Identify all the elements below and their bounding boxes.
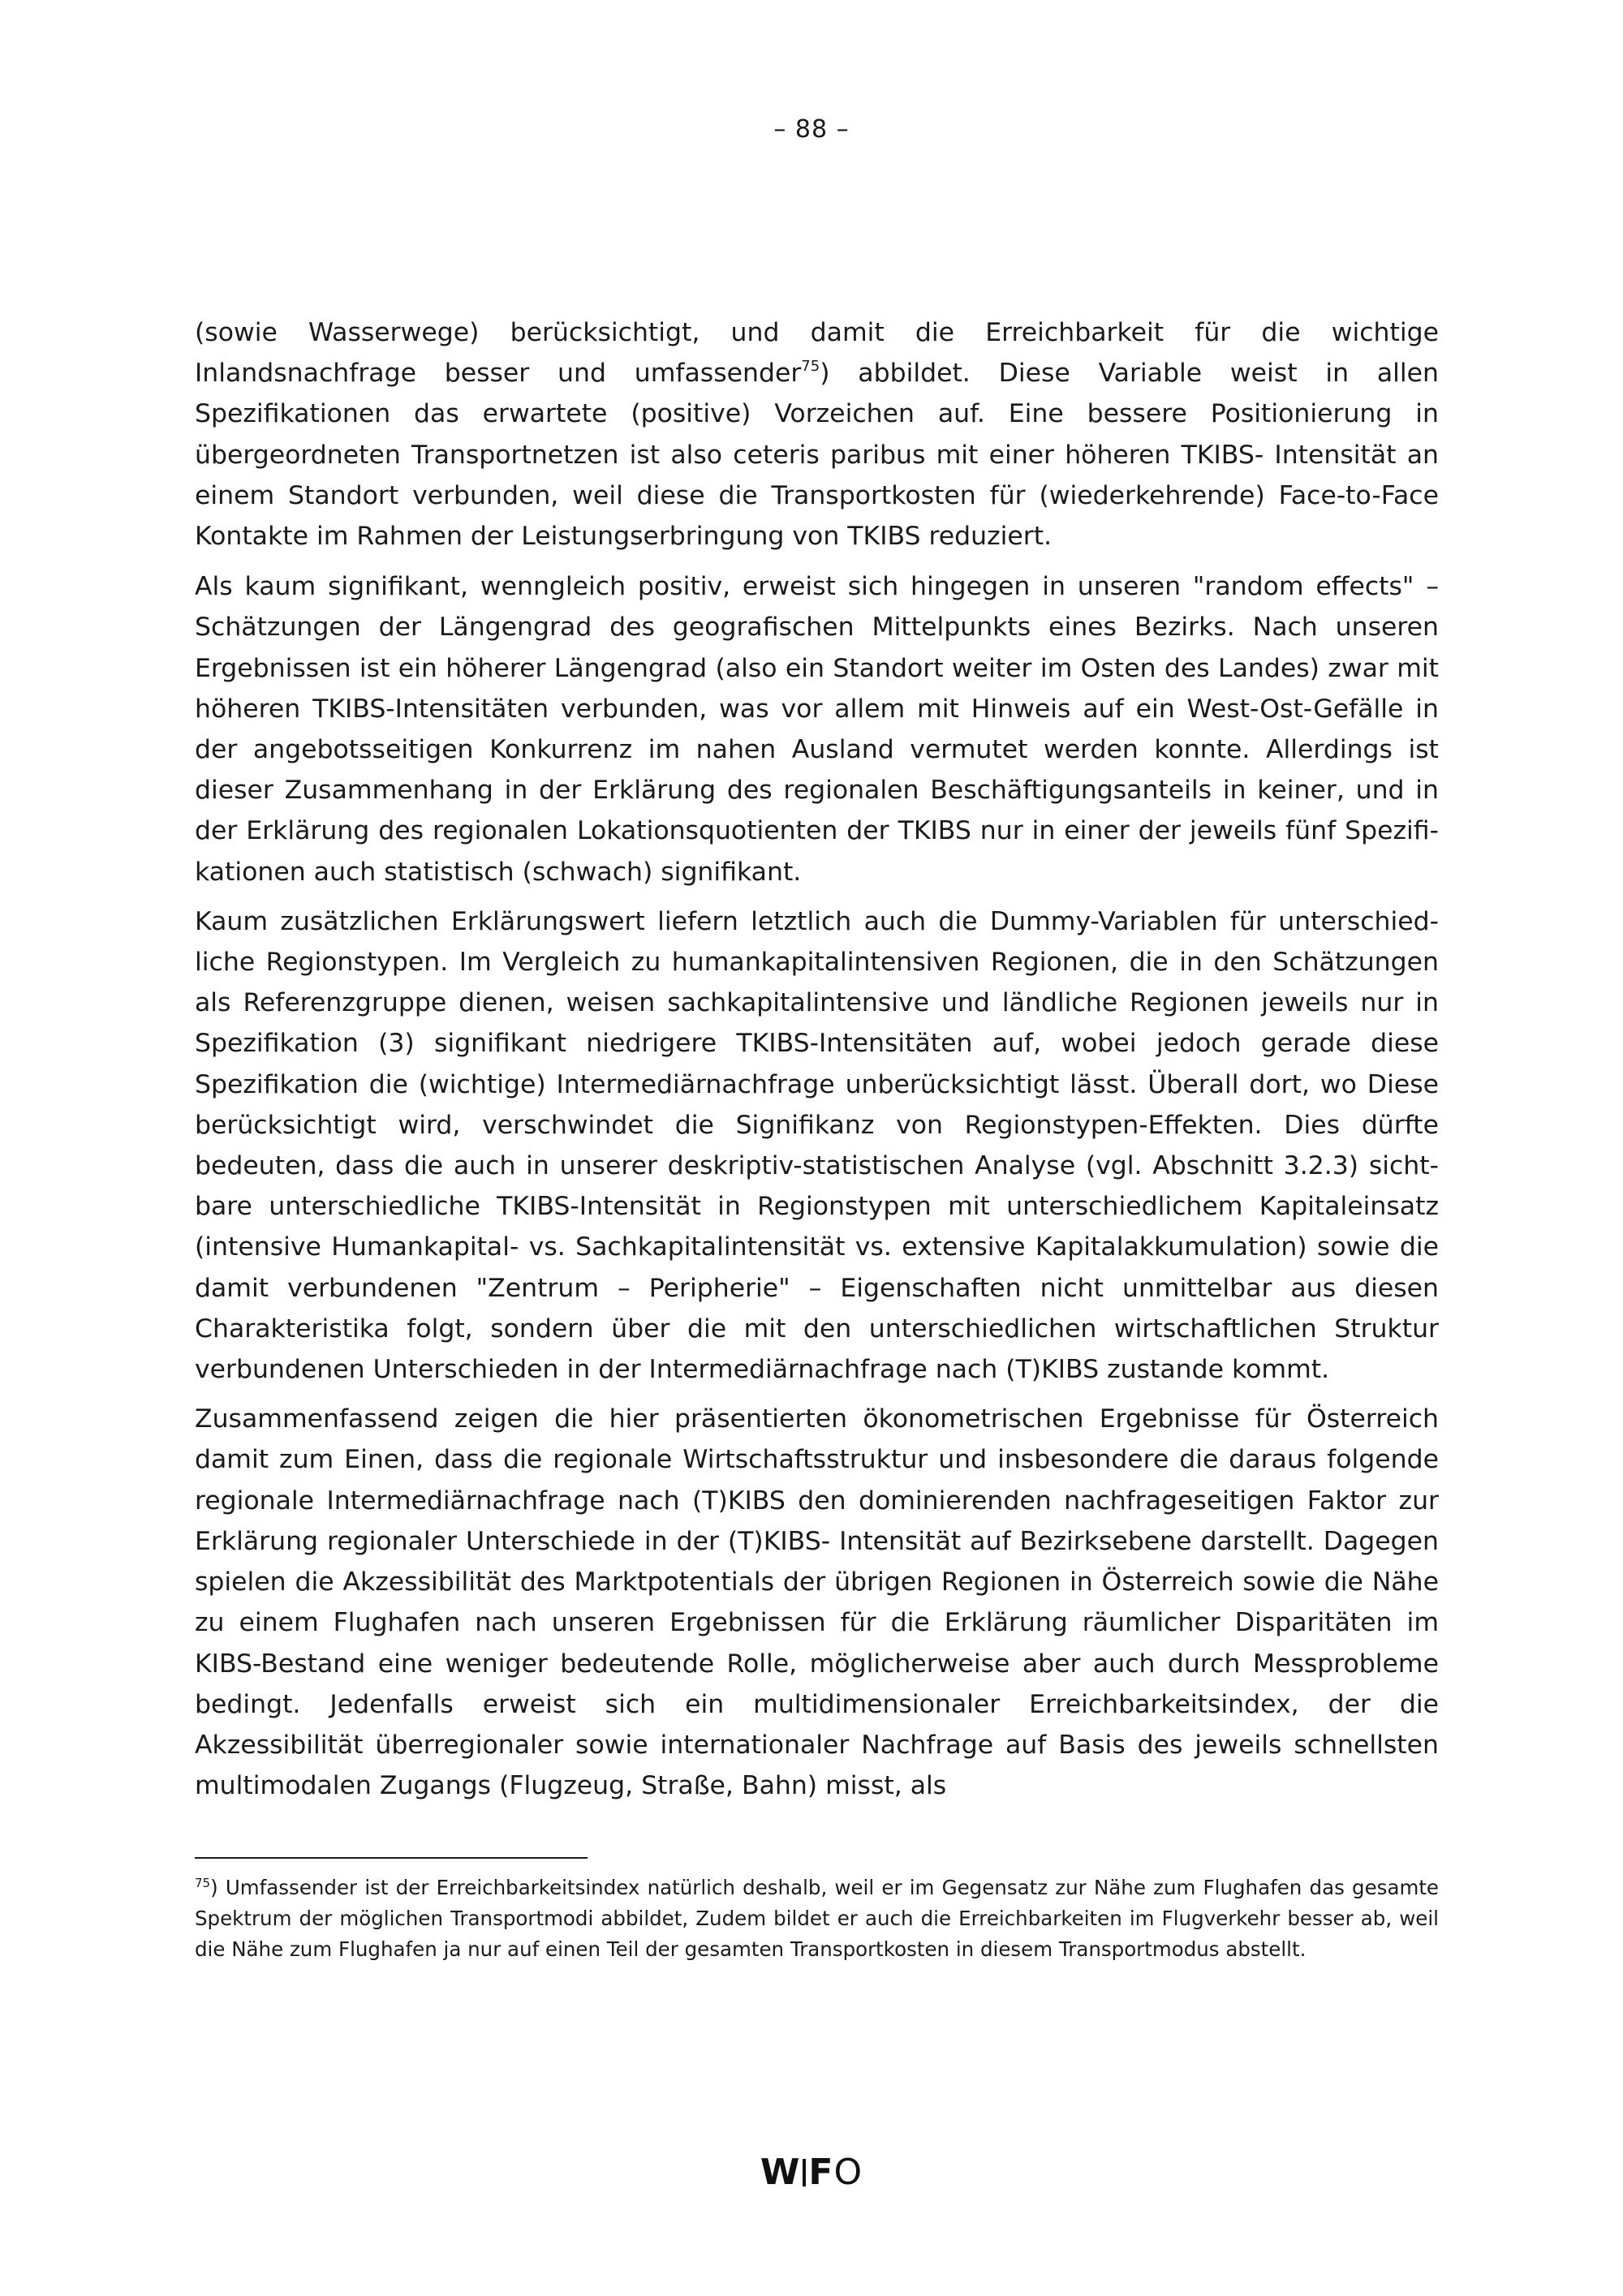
wifo-logo (0, 2152, 1623, 2193)
paragraph-1-text-start: (sowie Wasserwege) berücksichtigt, und damit die Erreichbarkeit für die wichtige Inlandsnachfrage besser und umfassender (195, 318, 1439, 389)
footnote-text: ) Umfassender ist der Erreichbarkeitsindex natürlich deshalb, weil er im Gegensatz zur Nähe zum Flughafen das gesamte Spektrum der möglichen Transportmodi abbildet, Zudem bildet er auch die Erreichbarkeiten im Flugverkehr besser ab, weil die Nähe zum Flughafen ja nur auf einen Teil der gesamten Transportkosten in diesem Transportmodus abstellt. (195, 1876, 1439, 1961)
footnote (195, 1872, 1439, 1965)
logo-bar-icon (803, 2159, 806, 2186)
logo-letter-f: F (808, 2152, 834, 2193)
paragraph-2: Als kaum signifikant, wenngleich positiv, erweist sich hingegen in unseren "random effects" – Schätzungen der Längengrad des geografischen Mittelpunkts eines Bezirks. Nach unseren Ergebnissen ist ein höherer Längengrad (also ein Standort weiter im Osten des Landes) zwar mit höheren TKIBS-Intensitäten verbunden, was vor allem mit Hinweis auf ein West-Ost-Gefälle in der angebotsseitigen Konkurrenz im nahen Ausland vermutet werden konnte. Allerdings ist dieser Zusammenhang in der Erklärung des regionalen Beschäftigungsanteils in keiner, und in der Erklärung des regionalen Lokationsquotienten der TKIBS nur in einer der jeweils fünf Spezifikationen auch statistisch (schwach) signifikant. (195, 572, 1439, 887)
body-text (195, 312, 1439, 1815)
paragraph-3: Kaum zusätzlichen Erklärungswert liefern letztlich auch die Dummy-Variablen für unterschiedliche Regionstypen. Im Vergleich zu humankapitalintensiven Regionen, die in den Schätzungen als Referenzgruppe dienen, weisen sachkapitalintensive und ländliche Regionen jeweils nur in Spezifikation (3) signifikant niedrigere TKIBS-Intensitäten auf, wobei jedoch gerade diese Spezifikation die (wichtige) Intermediärnachfrage unberücksichtigt lässt. Überall dort, wo Diese berücksichtigt wird, verschwindet die Signifikanz von Regionstypen-Effekten. Dies dürfte bedeuten, dass die auch in unserer deskriptiv-statistischen Analyse (vgl. Abschnitt 3.2.3) sichtbare unterschiedliche TKIBS-Intensität in Regionstypen mit unterschiedlichem Kapitaleinsatz (intensive Humankapital- vs. Sachkapitalintensität vs. extensive Kapitalakkumulation) sowie die damit verbundenen "Zentrum – Peripherie" – Eigenschaften nicht unmittelbar aus diesen Charakteristika folgt, sondern über die mit den unterschiedlichen wirtschaftlichen Struktur verbundenen Unterschieden in der Intermediärnachfrage nach (T)KIBS zustande kommt. (195, 906, 1439, 1385)
logo-letter-w: W (760, 2152, 801, 2193)
footnote-marker: 75 (195, 1876, 211, 1890)
paragraph-4: Zusammenfassend zeigen die hier präsentierten ökonometrischen Ergebnisse für Österreich damit zum Einen, dass die regionale Wirtschaftsstruktur und insbesondere die daraus folgende regionale Intermediärnachfrage nach (T)KIBS den dominierenden nachfrageseitigen Faktor zur Erklärung regionaler Unterschiede in der (T)KIBS- Intensität auf Bezirksebene darstellt. Dagegen spielen die Akzessibilität des Marktpotentials der übrigen Regionen in Österreich sowie die Nähe zu einem Flughafen nach unseren Ergebnissen für die Erklärung räumlicher Disparitäten im KIBS-Bestand eine weniger bedeutende Rolle, möglicherweise aber auch durch Messprobleme bedingt. Jedenfalls erweist sich ein multidimensionaler Erreichbarkeitsindex, der die Akzessibilität überregionaler sowie internationaler Nachfrage auf Basis des jeweils schnellsten multimodalen Zugangs (Flugzeug, Straße, Bahn) misst, als (195, 1404, 1439, 1801)
logo-letter-o: O (833, 2152, 863, 2193)
paragraph-1 (195, 312, 1439, 557)
footnote-reference[interactable]: 75 (801, 358, 820, 376)
paragraph-1-text-end: ) abbildet. Diese Variable weist in allen Spezifikationen das erwartete (positive) Vorzeichen auf. Eine bessere Positionierung in übergeordneten Transportnetzen ist also ceteris paribus mit einer höheren TKIBS- Intensität an einem Standort verbunden, weil diese die Transportkosten für (wiederkehrende) Face-to-Face Kontakte im Rahmen der Leistungserbringung von TKIBS reduziert. (195, 359, 1439, 552)
footnote-separator (195, 1857, 588, 1859)
page-number: – 88 – (773, 115, 850, 144)
